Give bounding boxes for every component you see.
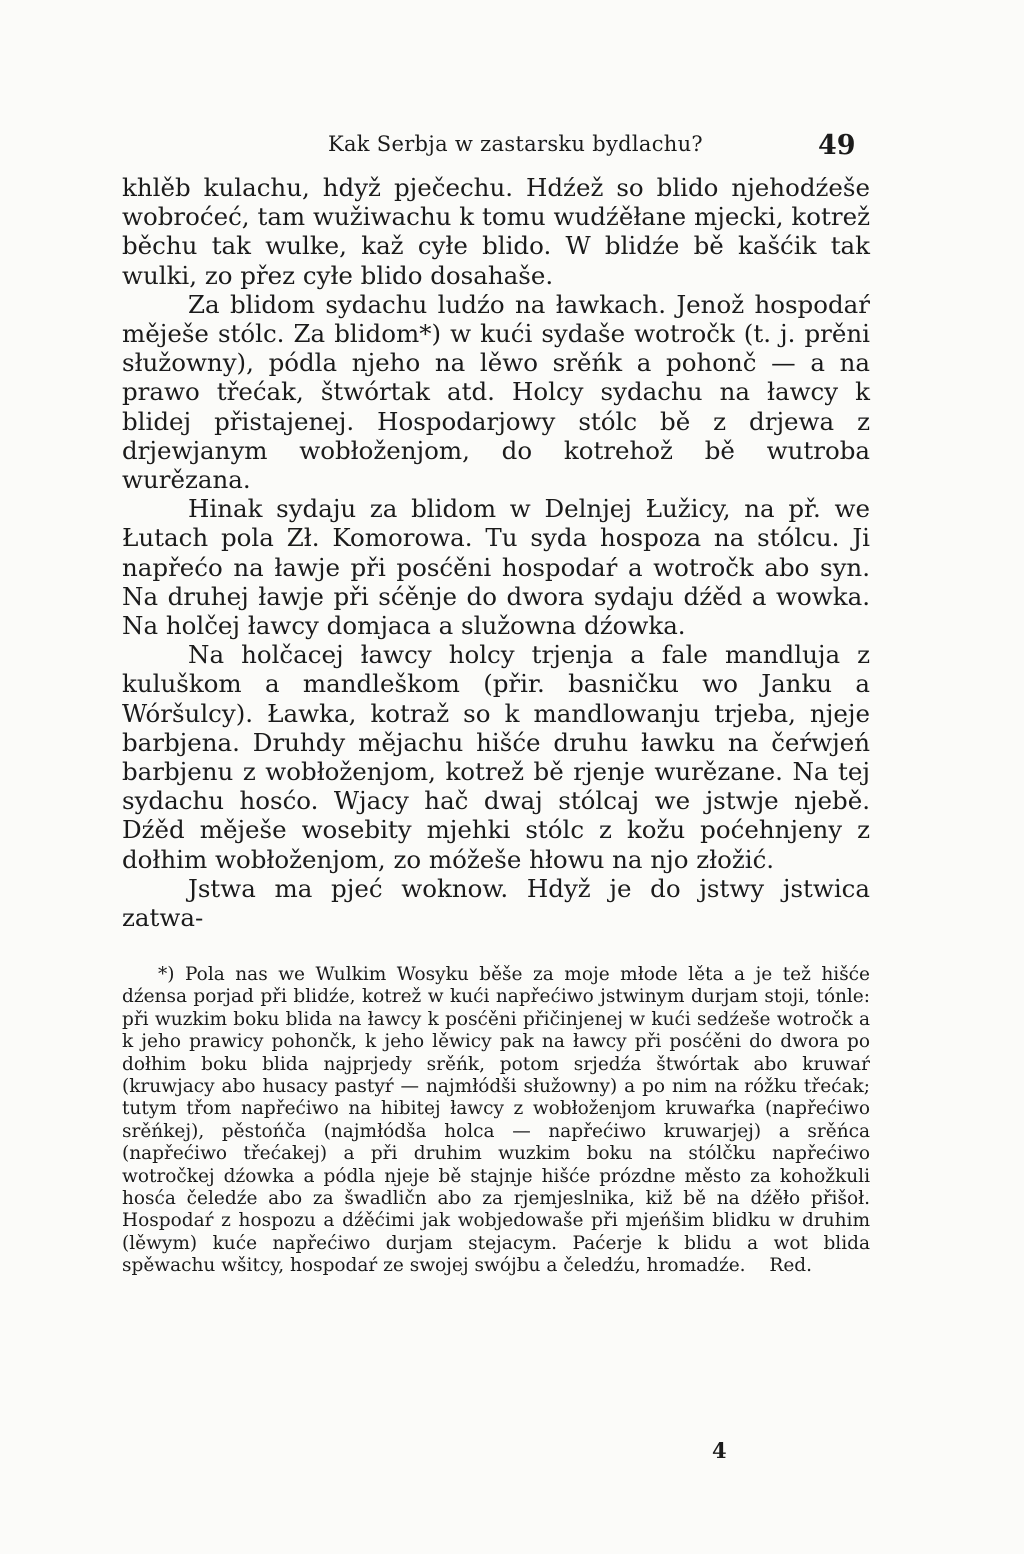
footnote-text: *) Pola nas we Wulkim Wosyku běše za moje młode lěta a je tež hišće dźensa porjad při blidźe, kotrež w kući napřećiwo jstwinym durjam stoji, tónle: při wuzkim boku blida na ławcy k posćěni přičinjenej w kući sedźeše wotročk a k jeho prawicy pohončk, k jeho lěwicy pak na ławcy při posćěni do dwora po dołhim boku blida najprjedy srěńk, potom srjedźa štwórtak abo kruwaŕ (kruwjacy abo husacy pastyŕ — najmłódši słužowny) a po nim na róžku třećak; tutym třom napřećiwo na hibitej ławcy z wobłoženjom kruwaŕka (napřećiwo srěńkej), pěstońča (najmłódša holca — napřećiwo kruwarjej) a srěńca (napřećiwo třećakej) a při druhim wuzkim boku na stólčku napřećiwo wotročkej dźowka a pódla njeje bě stajnje hišće prózdne město za kohožkuli hosća čeledźe abo za šwadličn abo za rjemjeslnika, kiž bě na dźěło přišoł. Hospodaŕ z hospozu a dźěćimi jak wobjedowaše při mjeńšim blidku w druhim (lěwym) kuće napřećiwo durjam stejacym. Paćerje k blidu a wot blida spěwachu wšitcy, hospodaŕ ze swojej swójbu a čeledźu, hromadźe. [122, 964, 870, 1277]
paragraph-3: Hinak sydaju za blidom w Delnjej Łužicy, na př. we Łutach pola Zł. Komorowa. Tu syda hospoza na stólcu. Ji napřećo na ławje při posćěni hospodaŕ a wotročk abo syn. Na druhej ławje při sćěnje do dwora sydaju dźěd a wowka. Na holčej ławcy domjaca a služowna dźowka. [122, 494, 870, 641]
paragraph-2: Za blidom sydachu ludźo na ławkach. Jenož hospodaŕ měješe stólc. Za blidom*) w kući sydaše wotročk (t. j. prěni słužowny), pódla njeho na lěwo srěńk a pohonč — a na prawo třećak, štwórtak atd. Holcy sydachu na ławcy k blidej přistajenej. Hospodarjowy stólc bě z drjewa z drjewjanym wobłoženjom, do kotrehož bě wutroba wurězana. [122, 289, 870, 495]
running-title: Kak Serbja w zastarsku bydlachu? [328, 132, 703, 156]
paragraph-4: Na holčacej ławcy holcy trjenja a fale mandluja z kuluškom a mandleškom (přir. basničku wo Janku a Wóršulcy). Ławka, kotraž so k mandlowanju trjeba, njeje barbjena. Druhdy mějachu hišće druhu ławku na čeŕwjeń barbjenu z wobłoženjom, kotrež bě rjenje wurězane. Na tej sydachu hosćo. Wjacy hač dwaj stólcaj we jstwje njebě. Dźěd měješe wosebity mjehki stólc z kožu poćehnjeny z dołhim wobłoženjom, zo móžeše hłowu na njo złožić. [122, 640, 870, 874]
footnote-paragraph [122, 964, 870, 1278]
footnote-signature: Red. [769, 1255, 812, 1277]
paragraph-1: khlěb kulachu, hdyž pječechu. Hdźež so blido njehodźeše wobroćeć, tam wužiwachu k tomu wudźěłane mjecki, kotrež běchu tak wulke, kaž cyłe blido. W blidźe bě kašćik tak wulki, zo přez cyłe blido dosahaše. [122, 173, 870, 290]
page-header [0, 130, 1024, 170]
paragraph-5: Jstwa ma pjeć woknow. Hdyž je do jstwy jstwica zatwa- [122, 873, 870, 933]
signature-mark: 4 [712, 1438, 727, 1463]
footnote [122, 964, 870, 1278]
body-text [122, 173, 870, 932]
page-number: 49 [818, 130, 856, 161]
